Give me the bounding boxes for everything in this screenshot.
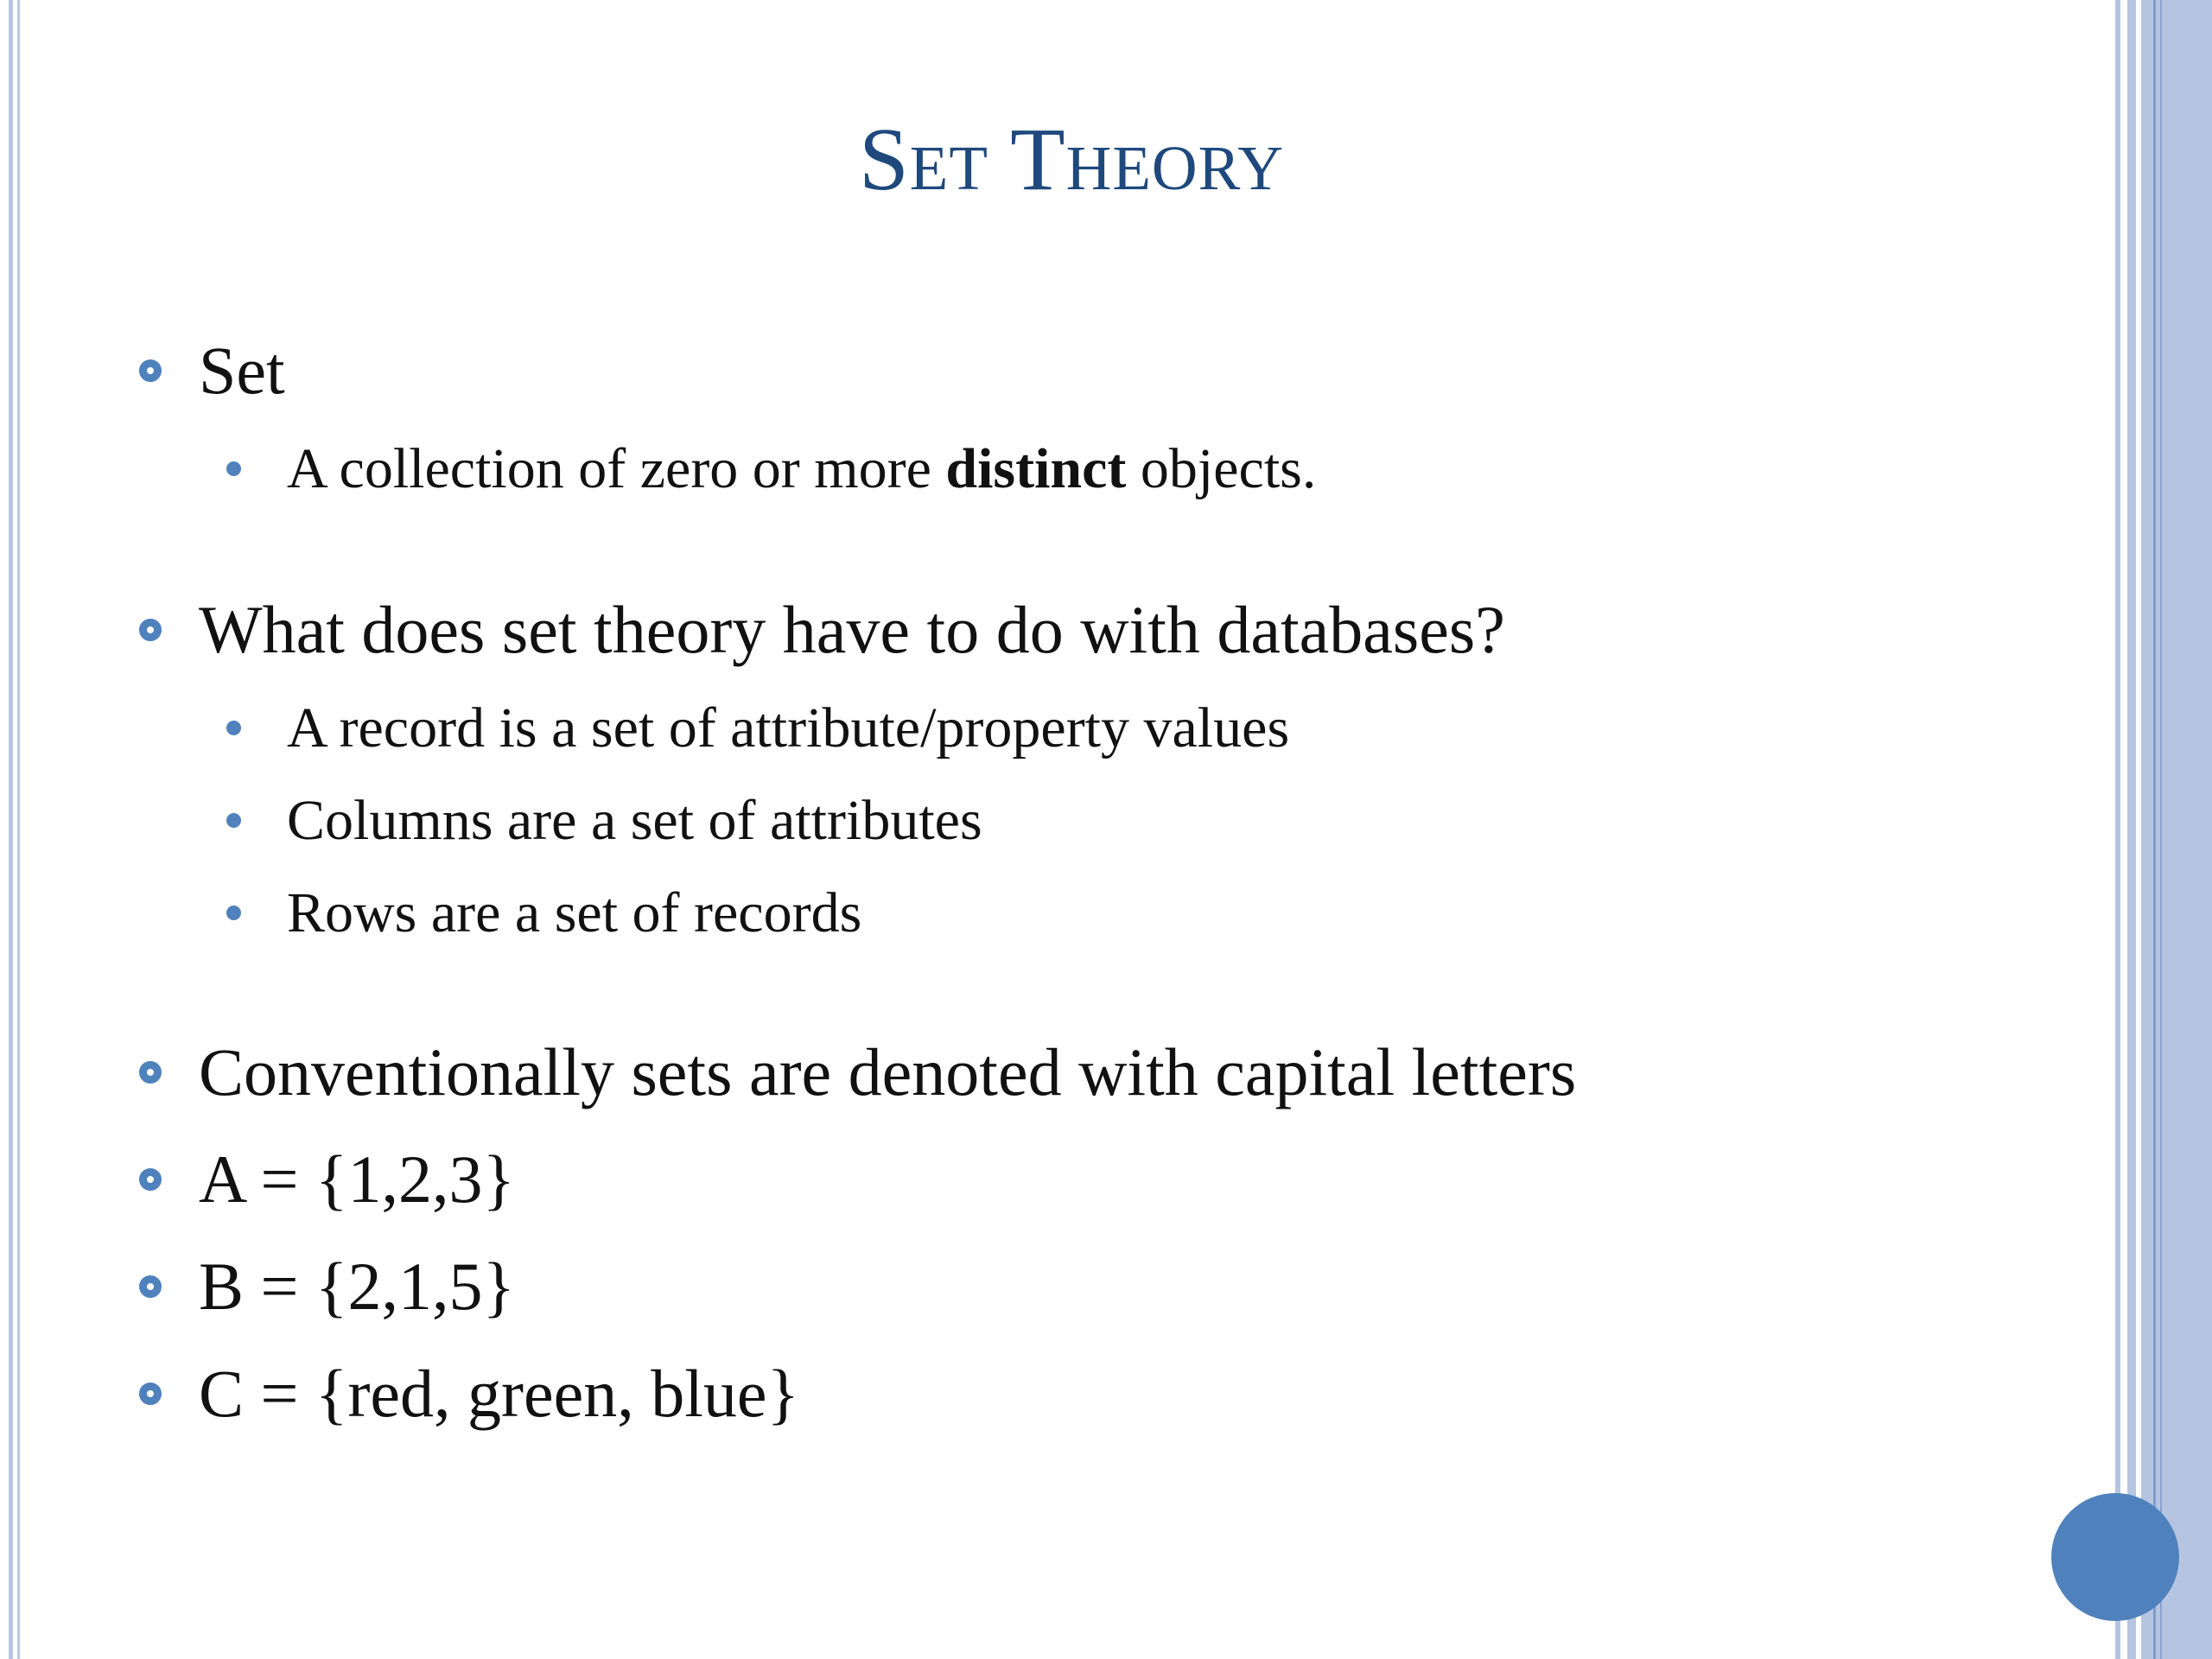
right-border-stripe	[2160, 0, 2162, 1659]
bullet-text: A = {1,2,3}	[199, 1141, 515, 1217]
sub-bullet-text: Rows are a set of records	[287, 881, 862, 944]
right-border-stripe	[2127, 0, 2136, 1659]
sub-bullet-text	[287, 437, 1317, 500]
hollow-circle-bullet-icon	[139, 1061, 162, 1084]
right-border-stripe	[2115, 0, 2120, 1659]
bullet-text: C = {red, green, blue}	[199, 1356, 799, 1431]
sub-bullet-text: Columns are a set of attributes	[287, 789, 982, 852]
hollow-circle-bullet-icon	[139, 619, 162, 641]
filled-dot-bullet-icon	[226, 721, 241, 735]
right-border-stripe	[2153, 0, 2156, 1659]
bullet-text: What does set theory have to do with databases?	[199, 592, 1505, 667]
bullet-text: Set	[199, 333, 285, 408]
bullet-text: Conventionally sets are denoted with capital letters	[199, 1034, 1577, 1109]
hollow-circle-bullet-icon	[139, 1275, 162, 1298]
bullet-text: B = {2,1,5}	[199, 1249, 515, 1324]
right-border-band	[2141, 0, 2212, 1659]
text-segment: A collection of zero or more	[287, 437, 946, 500]
hollow-circle-bullet-icon	[139, 1168, 162, 1191]
bold-text-segment: distinct	[945, 437, 1127, 500]
filled-dot-bullet-icon	[226, 906, 241, 920]
left-border-line	[17, 0, 20, 1659]
left-border-line	[9, 0, 13, 1659]
text-segment: objects.	[1126, 437, 1317, 500]
slide-title: Set Theory	[858, 110, 1285, 209]
sub-bullet-text: A record is a set of attribute/property values	[287, 696, 1290, 760]
corner-circle-decoration	[2051, 1493, 2179, 1621]
filled-dot-bullet-icon	[226, 813, 241, 828]
hollow-circle-bullet-icon	[139, 1382, 162, 1405]
hollow-circle-bullet-icon	[139, 359, 162, 382]
filled-dot-bullet-icon	[226, 461, 241, 476]
